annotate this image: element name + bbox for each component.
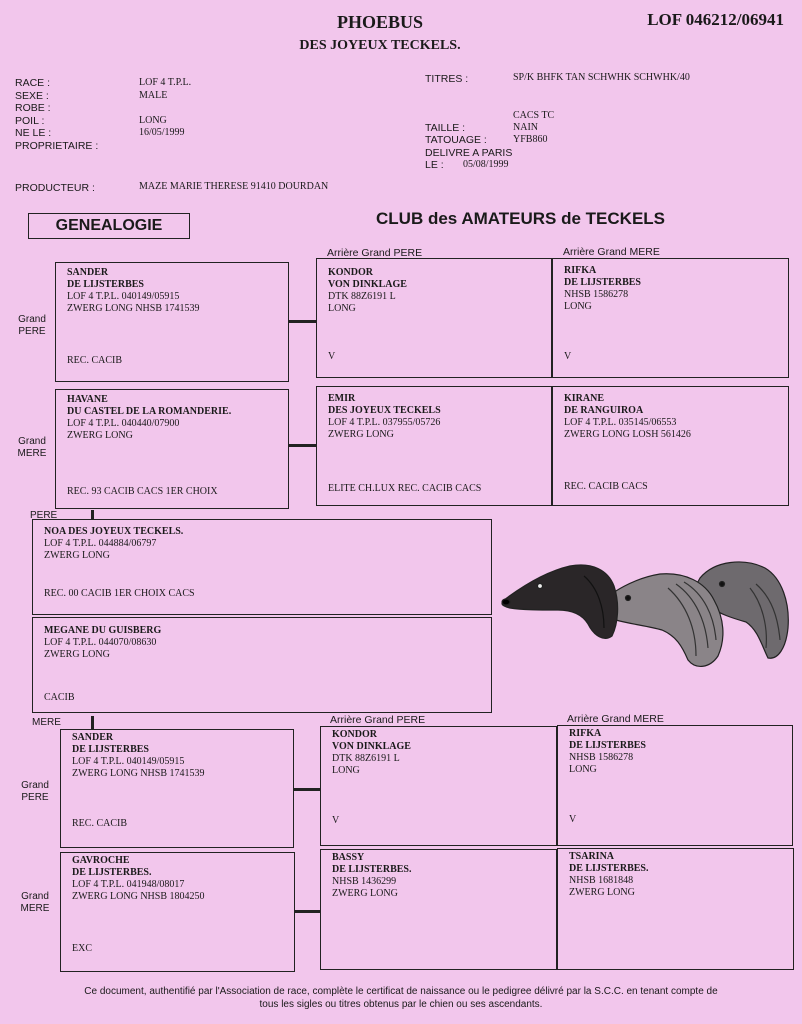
- titres-value: SP/K BHFK TAN SCHWHK SCHWHK/40: [513, 72, 690, 83]
- box-line: KIRANE: [564, 393, 605, 404]
- proprietaire-label: PROPRIETAIRE :: [15, 139, 99, 152]
- pedigree-box-grand-pere-maternal: [60, 729, 294, 848]
- box-line: LONG: [332, 765, 360, 776]
- box-line: KONDOR: [332, 729, 377, 740]
- footer-line-2: tous les sigles ou titres obtenus par le chien ou ses ascendants.: [259, 999, 543, 1010]
- box-line: ZWERG LONG: [332, 888, 398, 899]
- pere-label: PERE: [30, 510, 58, 521]
- box-line: NHSB 1586278: [569, 752, 634, 763]
- dachshund-heads-illustration: [500, 548, 800, 678]
- box-line: LONG: [564, 301, 592, 312]
- box-line: ZWERG LONG NHSB 1804250: [72, 891, 205, 902]
- poil-value: LONG: [139, 114, 167, 126]
- box-line: ZWERG LONG NHSB 1741539: [72, 768, 205, 779]
- col-header-arriere-grand-pere: Arrière Grand PERE: [330, 714, 426, 726]
- box-note: REC. CACIB: [72, 818, 128, 829]
- col-header-arriere-grand-mere: Arrière Grand MERE: [567, 713, 664, 725]
- kennel-name: DES JOYEUX TECKELS.: [299, 38, 461, 53]
- robe-label: ROBE :: [15, 102, 51, 114]
- tatouage-label: TATOUAGE :: [425, 134, 487, 146]
- pedigree-box-agp1-maternal: [320, 726, 557, 846]
- box-line: EMIR: [328, 393, 356, 404]
- dog-name: PHOEBUS: [336, 12, 424, 32]
- ne-le-label: NE LE :: [15, 127, 52, 139]
- footer-note: [30, 985, 772, 1011]
- pedigree-box-agm2-paternal: [552, 386, 789, 506]
- pedigree-box-agm1-paternal: [552, 258, 789, 378]
- box-line: DE LIJSTERBES.: [569, 863, 649, 874]
- box-note: CACIB: [44, 692, 75, 703]
- box-line: LOF 4 T.P.L. 044884/06797: [44, 538, 157, 549]
- connector-tick: [91, 716, 94, 729]
- ne-le-value: 16/05/1999: [139, 127, 185, 138]
- taille-value: NAIN: [513, 122, 538, 133]
- sexe-label: SEXE :: [15, 89, 49, 102]
- pedigree-box-grand-pere-paternal: [55, 262, 289, 382]
- pedigree-box-grand-mere-maternal: [60, 852, 295, 972]
- taille-label: TAILLE :: [425, 122, 466, 134]
- box-line: HAVANE: [67, 394, 108, 405]
- box-line: VON DINKLAGE: [332, 741, 411, 752]
- pedigree-box-pere: [32, 519, 492, 615]
- connector-line: [295, 910, 320, 913]
- pedigree-box-mere: [32, 617, 492, 713]
- side-label-grand: Grand: [21, 780, 49, 791]
- footer-line-1: Ce document, authentifié par l'Association de race, complète le certificat de naissance ou le pedigree délivré par la S.C.C. en tenant compte de: [84, 986, 718, 997]
- side-label-grand-pere: [15, 314, 49, 338]
- producteur-value: MAZE MARIE THERESE 91410 DOURDAN: [139, 181, 329, 192]
- col-header-arriere-grand-mere: Arrière Grand MERE: [563, 246, 660, 258]
- side-label-grand-mere: [18, 891, 52, 915]
- box-line: DE LIJSTERBES: [67, 279, 144, 290]
- box-line: ZWERG LONG LOSH 561426: [564, 429, 691, 440]
- box-line: RIFKA: [564, 265, 597, 276]
- box-line: ZWERG LONG NHSB 1741539: [67, 303, 200, 314]
- box-note: REC. 00 CACIB 1ER CHOIX CACS: [44, 588, 195, 599]
- box-line: LOF 4 T.P.L. 044070/08630: [44, 637, 157, 648]
- box-note: REC. CACIB: [67, 355, 123, 366]
- tatouage-value: YFB860: [513, 134, 548, 145]
- box-line: SANDER: [72, 732, 114, 743]
- side-label-grand: Grand: [18, 436, 46, 447]
- sexe-value: MALE: [139, 89, 168, 101]
- side-label-mere: MERE: [17, 448, 47, 459]
- producteur-label: PRODUCTEUR :: [15, 182, 95, 194]
- box-line: LOF 4 T.P.L. 040149/05915: [67, 291, 180, 302]
- race-label: RACE :: [15, 77, 51, 89]
- box-line: NOA DES JOYEUX TECKELS.: [44, 526, 184, 537]
- box-line: ZWERG LONG: [569, 887, 635, 898]
- side-label-grand-mere: [15, 436, 49, 460]
- pedigree-box-agp1-paternal: [316, 258, 552, 378]
- box-line: ZWERG LONG: [67, 430, 133, 441]
- box-line: SANDER: [67, 267, 109, 278]
- box-line: LONG: [328, 303, 356, 314]
- box-line: GAVROCHE: [72, 855, 130, 866]
- box-note: EXC: [72, 943, 92, 954]
- box-line: DE LIJSTERBES: [564, 277, 641, 288]
- delivre-text: DELIVRE A PARIS: [425, 147, 513, 159]
- pedigree-box-agm2-maternal: [557, 848, 794, 970]
- box-line: DE LIJSTERBES.: [332, 864, 412, 875]
- side-label-grand-pere: [18, 780, 52, 804]
- box-note: V: [569, 814, 577, 825]
- identity-labels: [15, 77, 98, 152]
- titres-label: TITRES :: [425, 73, 469, 85]
- mere-label: MERE: [32, 717, 61, 728]
- connector-line: [289, 320, 316, 323]
- box-line: RIFKA: [569, 728, 602, 739]
- pedigree-box-grand-mere-paternal: [55, 389, 289, 509]
- box-line: LONG: [569, 764, 597, 775]
- box-note: V: [564, 351, 572, 362]
- col-header-arriere-grand-pere: Arrière Grand PERE: [327, 247, 423, 259]
- box-line: ZWERG LONG: [44, 649, 110, 660]
- le-label: LE :: [425, 159, 444, 171]
- box-line: KONDOR: [328, 267, 373, 278]
- box-line: TSARINA: [569, 851, 615, 862]
- box-line: DTK 88Z6191 L: [328, 291, 396, 302]
- box-line: ZWERG LONG: [44, 550, 110, 561]
- pedigree-box-agp2-maternal: [320, 849, 557, 970]
- box-note: V: [328, 351, 336, 362]
- connector-line: [294, 788, 320, 791]
- box-line: DE LIJSTERBES: [72, 744, 149, 755]
- pedigree-box-agp2-paternal: [316, 386, 552, 506]
- box-line: DES JOYEUX TECKELS: [328, 405, 441, 416]
- poil-label: POIL :: [15, 114, 45, 127]
- box-line: BASSY: [332, 852, 365, 863]
- side-label-mere: MERE: [20, 903, 50, 914]
- side-label-grand: Grand: [18, 314, 46, 325]
- race-value: LOF 4 T.P.L.: [139, 77, 192, 88]
- pedigree-box-agm1-maternal: [557, 725, 793, 846]
- box-line: DE LIJSTERBES.: [72, 867, 152, 878]
- box-note: V: [332, 815, 340, 826]
- identity-values: [139, 77, 191, 140]
- club-title: CLUB des AMATEURS de TECKELS: [376, 209, 666, 228]
- box-note: REC. 93 CACIB CACS 1ER CHOIX: [67, 486, 218, 497]
- side-label-pere: PERE: [18, 326, 46, 337]
- box-line: LOF 4 T.P.L. 035145/06553: [564, 417, 677, 428]
- genealogie-label: GENEALOGIE: [28, 213, 190, 239]
- box-line: LOF 4 T.P.L. 037955/05726: [328, 417, 441, 428]
- box-line: DE RANGUIROA: [564, 405, 644, 416]
- box-line: NHSB 1681848: [569, 875, 634, 886]
- box-line: LOF 4 T.P.L. 040149/05915: [72, 756, 185, 767]
- side-label-grand: Grand: [21, 891, 49, 902]
- box-line: VON DINKLAGE: [328, 279, 407, 290]
- box-line: NHSB 1586278: [564, 289, 629, 300]
- box-line: LOF 4 T.P.L. 041948/08017: [72, 879, 185, 890]
- box-line: LOF 4 T.P.L. 040440/07900: [67, 418, 180, 429]
- box-line: MEGANE DU GUISBERG: [44, 625, 162, 636]
- lof-number: LOF 046212/06941: [647, 10, 784, 29]
- box-line: DE LIJSTERBES: [569, 740, 646, 751]
- titres-value-2: CACS TC: [513, 110, 555, 121]
- box-line: NHSB 1436299: [332, 876, 397, 887]
- side-label-pere: PERE: [21, 792, 49, 803]
- connector-tick: [91, 510, 94, 519]
- le-value: 05/08/1999: [463, 159, 509, 170]
- box-line: ZWERG LONG: [328, 429, 394, 440]
- box-line: DU CASTEL DE LA ROMANDERIE.: [67, 406, 232, 417]
- connector-line: [289, 444, 316, 447]
- box-note: ELITE CH.LUX REC. CACIB CACS: [328, 483, 482, 494]
- box-note: REC. CACIB CACS: [564, 481, 648, 492]
- box-line: DTK 88Z6191 L: [332, 753, 400, 764]
